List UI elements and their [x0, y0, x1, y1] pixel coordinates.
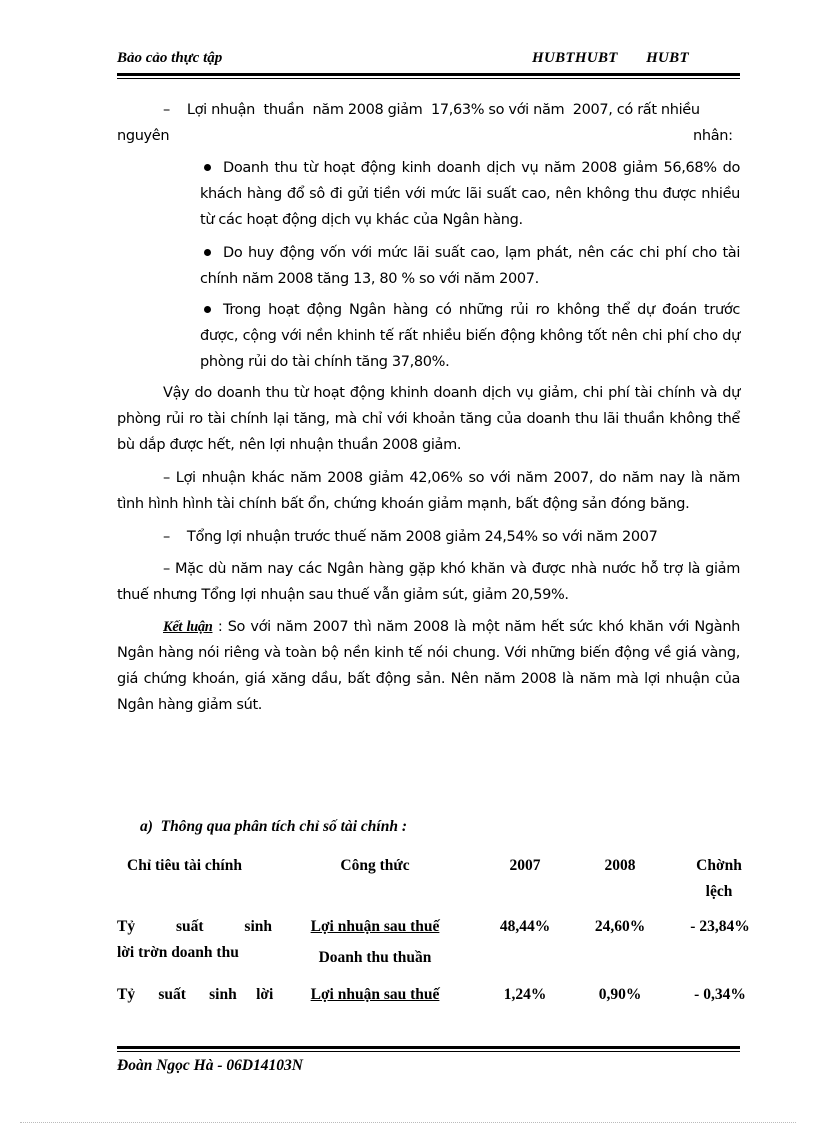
- header-rule-thick: [117, 73, 740, 76]
- table-header-2008: 2008: [604, 857, 636, 874]
- bullet-text: Do huy động vốn với mức lãi suất cao, lạm phát, nên các chi phí cho tài chính năm 2008 tăng 13, 80 % so với năm 2007.: [200, 245, 740, 287]
- footer-rule-thin: [117, 1051, 740, 1052]
- bullet-text: Trong hoạt động Ngân hàng có những rủi ro không thể dự đoán trước được, cộng với nền khinh tế rất nhiều biến động không tốt nên chi phí cho dự phòng rủi do tài chính tăng 37,80%.: [200, 302, 740, 370]
- bullet-item-risk: [200, 297, 740, 375]
- header-code: HUBTHUBT HUBT: [532, 50, 689, 66]
- table-row-1-2007: 48,44%: [499, 918, 551, 935]
- section-title: a) Thông qua phân tích chỉ số tài chính :: [140, 818, 408, 835]
- table-header-diff: Chờnh lệch: [696, 857, 742, 900]
- profit-net-line1: – Lợi nhuận thuần năm 2008 giảm 17,63% so với năm 2007, có rất nhiều: [163, 102, 700, 118]
- table-row-1-indicator: Tỷ suất sinh lời trờn doanh thu: [117, 918, 292, 961]
- conclusion-label: Kết luận: [163, 619, 213, 635]
- paragraph-other-profit: – Lợi nhuận khác năm 2008 giảm 42,06% so với năm 2007, do năm nay là năm tình hình hình tài chính bất ổn, chứng khoán giảm mạnh, bất động sản đóng băng.: [117, 470, 740, 512]
- table-row-1-2008: 24,60%: [594, 918, 646, 935]
- conclusion-text: : So với năm 2007 thì năm 2008 là một năm hết sức khó khăn với Ngành Ngân hàng nói riêng và toàn bộ nền kinh tế nói chung. Với những biến động về giá vàng, giá chứng khoán, giá xăng dầu, bất động sản. Nên năm 2008 là năm mà lợi nhuận của Ngân hàng giảm sút.: [117, 619, 740, 713]
- table-row-2-2007: 1,24%: [503, 986, 547, 1003]
- bullet-item-capital: [200, 240, 740, 292]
- page-header: [117, 50, 740, 70]
- bullet-icon: [204, 164, 211, 171]
- table-row-2-formula-numerator: Lợi nhuận sau thuế: [310, 986, 440, 1003]
- table-row-2-indicator: Tỷ suất sinh lời: [117, 986, 274, 1003]
- paragraph-pretax-profit: – Tổng lợi nhuận trước thuế năm 2008 giảm 24,54% so với năm 2007: [163, 529, 658, 545]
- header-rule-thin: [117, 78, 740, 79]
- table-row-1-formula-denominator: Doanh thu thuần: [318, 949, 432, 966]
- profit-net-line2: nguyên nhân:: [117, 128, 733, 144]
- paragraph-aftertax-profit: – Mặc dù năm nay các Ngân hàng gặp khó khăn và được nhà nước hỗ trợ là giảm thuế nhưng Tổng lợi nhuận sau thuế vẫn giảm sút, giảm 20,59%.: [117, 561, 740, 603]
- footer-rule-thick: [117, 1046, 740, 1049]
- bullet-item-revenue: [200, 155, 740, 233]
- footer-author: Đoàn Ngọc Hà - 06D14103N: [117, 1057, 303, 1074]
- header-title: Bảo cảo thực tập: [117, 50, 223, 66]
- bullet-text: Doanh thu từ hoạt động kinh doanh dịch vụ năm 2008 giảm 56,68% do khách hàng đổ sô đi gửi tiền với mức lãi suất cao, nên không thu được nhiều từ các hoạt động dịch vụ khác của Ngân hàng.: [200, 160, 740, 228]
- table-row-2-2008: 0,90%: [598, 986, 642, 1003]
- table-row-1-formula-numerator: Lợi nhuận sau thuế: [310, 918, 440, 935]
- table-header-formula: Công thức: [340, 857, 410, 874]
- table-row-1-diff: - 23,84%: [690, 918, 750, 935]
- table-header-indicator: Chỉ tiêu tài chính: [127, 857, 242, 874]
- table-row-2-diff: - 0,34%: [694, 986, 746, 1003]
- bullet-icon: [204, 249, 211, 256]
- paragraph-conclusion: [117, 614, 740, 718]
- table-header-2007: 2007: [509, 857, 541, 874]
- bullet-icon: [204, 306, 211, 313]
- paragraph-summary: Vậy do doanh thu từ hoạt động khinh doanh dịch vụ giảm, chi phí tài chính và dự phòng rủi ro tài chính lại tăng, mà chỉ với khoản tăng của doanh thu lãi thuần không thể bù dắp được hết, nên lợi nhuận thuần 2008 giảm.: [117, 385, 740, 453]
